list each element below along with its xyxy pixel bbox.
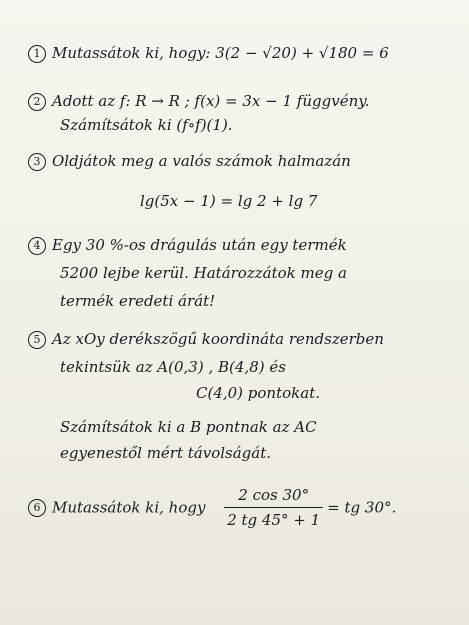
problem-text: Az xOy derékszögű koordináta rendszerben (52, 330, 384, 348)
problem-5-line-2: tekintsük az A(0,3) , B(4,8) és (60, 358, 286, 376)
problem-text: Mutassátok ki, hogy (52, 498, 206, 517)
fraction-denominator: 2 tg 45° + 1 (227, 511, 321, 529)
problem-5 (28, 330, 384, 349)
problem-4 (28, 236, 347, 255)
problem-4-line-2: 5200 lejbe kerül. Határozzátok meg a (60, 264, 347, 282)
problem-5-line-4: Számítsátok ki a B pontnak az AC (60, 418, 317, 436)
problem-2 (28, 92, 369, 111)
problem-3-equation: lg(5x − 1) = lg 2 + lg 7 (140, 192, 318, 210)
problem-6 (28, 484, 396, 531)
problem-1 (28, 44, 389, 63)
problem-text: Oldjátok meg a valós számok halmazán (52, 152, 351, 170)
problem-2-line-2: Számítsátok ki (f∘f)(1). (60, 116, 233, 134)
problem-number: 2 (28, 93, 46, 111)
problem-text: Egy 30 %-os drágulás után egy termék (52, 236, 347, 254)
problem-5-line-3: C(4,0) pontokat. (196, 384, 320, 402)
problem-text: Mutassátok ki, hogy: 3(2 − √20) + √180 = 6 (52, 44, 389, 62)
problem-4-line-3: termék eredeti árát! (60, 292, 216, 310)
fraction (224, 484, 323, 531)
problem-number: 4 (28, 237, 46, 255)
problem-3 (28, 152, 351, 171)
problem-number: 6 (28, 499, 46, 517)
fraction-numerator: 2 cos 30° (224, 484, 323, 508)
problem-text: Adott az f: R → R ; f(x) = 3x − 1 függvény. (52, 92, 370, 110)
problem-5-line-5: egyenestől mért távolságát. (60, 444, 272, 462)
equation-rhs: = tg 30°. (327, 498, 397, 517)
problem-number: 5 (28, 331, 46, 349)
problem-number: 3 (28, 153, 46, 171)
problem-number: 1 (28, 45, 46, 63)
